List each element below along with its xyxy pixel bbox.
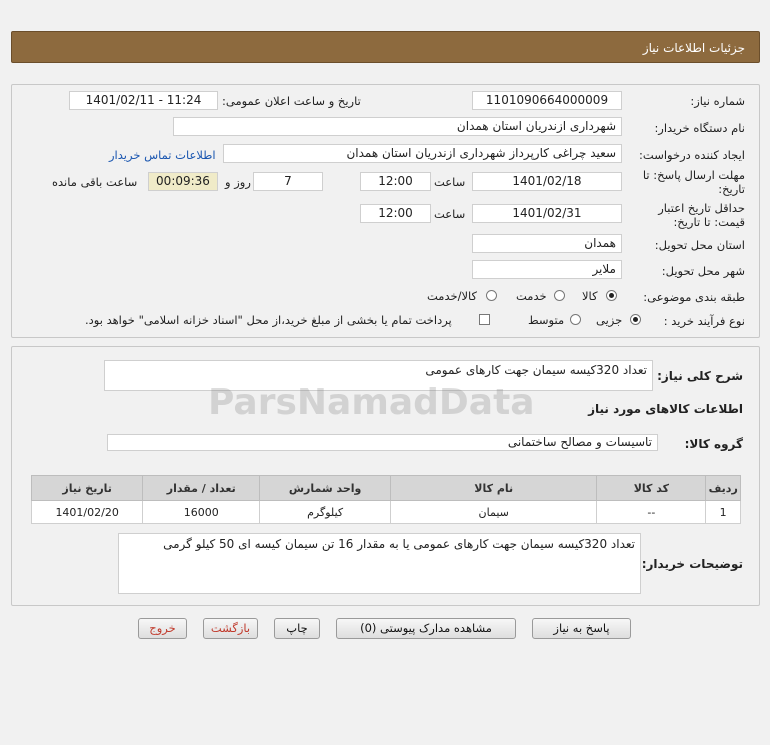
- process-radio-minor[interactable]: [630, 314, 641, 325]
- treasury-payment-checkbox[interactable]: [479, 314, 490, 325]
- goods-table-header: [32, 476, 741, 501]
- col-name: نام کالا: [391, 476, 597, 501]
- buyer-org-field: شهرداری ازندریان استان همدان: [173, 117, 622, 136]
- goods-group-label: گروه کالا:: [684, 437, 743, 451]
- col-code: کد کالا: [597, 476, 706, 501]
- process-type-label: نوع فرآیند خرید :: [663, 314, 745, 328]
- deadline-date-field: 1401/02/18: [472, 172, 622, 191]
- exit-button[interactable]: خروج: [138, 618, 187, 639]
- cell-row: 1: [706, 501, 741, 524]
- category-option-goods-service: کالا/خدمت: [427, 289, 478, 303]
- back-button[interactable]: بازگشت: [203, 618, 258, 639]
- goods-group-field: تاسیسات و مصالح ساختمانی: [107, 434, 658, 451]
- buyer-org-label: نام دستگاه خریدار:: [654, 121, 745, 135]
- remaining-time-field: 00:09:36: [148, 172, 218, 191]
- watermark-text: ParsNamadData: [208, 382, 535, 423]
- deadline-label-line1: مهلت ارسال پاسخ: تا: [642, 168, 745, 182]
- buyer-contact-link[interactable]: اطلاعات تماس خریدار: [109, 148, 216, 162]
- category-radio-service[interactable]: [554, 290, 565, 301]
- validity-label-line1: حداقل تاریخ اعتبار: [658, 201, 745, 215]
- category-radio-goods-service[interactable]: [486, 290, 497, 301]
- deadline-label-line2: تاریخ:: [718, 182, 745, 196]
- category-label: طبقه بندی موضوعی:: [643, 290, 745, 304]
- city-field: ملایر: [472, 260, 622, 279]
- validity-label-line2: قیمت: تا تاریخ:: [673, 215, 745, 229]
- cell-code: --: [597, 501, 706, 524]
- announce-datetime-label: تاریخ و ساعت اعلان عمومی:: [222, 94, 361, 108]
- deadline-days-field: 7: [253, 172, 323, 191]
- goods-table: [31, 475, 741, 524]
- col-row: ردیف: [706, 476, 741, 501]
- requester-field: سعید چراغی کارپرداز شهرداری ازندریان استان همدان: [223, 144, 622, 163]
- summary-field: تعداد 320کیسه سیمان جهت کارهای عمومی: [104, 360, 653, 391]
- print-button[interactable]: چاپ: [274, 618, 320, 639]
- reply-button[interactable]: پاسخ به نیاز: [532, 618, 631, 639]
- goods-info-title: اطلاعات کالاهای مورد نیاز: [588, 402, 743, 416]
- cell-quantity: 16000: [143, 501, 260, 524]
- col-unit: واحد شمارش: [260, 476, 391, 501]
- cell-unit: کیلوگرم: [260, 501, 391, 524]
- summary-label: شرح کلی نیاز:: [657, 369, 743, 383]
- deadline-time-label: ساعت: [434, 175, 466, 189]
- need-number-field: 1101090664000009: [472, 91, 622, 110]
- province-field: همدان: [472, 234, 622, 253]
- cell-name: سیمان: [391, 501, 597, 524]
- announce-datetime-field: 1401/02/11 - 11:24: [69, 91, 218, 110]
- buyer-notes-field: تعداد 320کیسه سیمان جهت کارهای عمومی یا به مقدار 16 تن سیمان کیسه ای 50 کیلو گرمی: [118, 533, 641, 594]
- page-header: [11, 31, 760, 63]
- buyer-notes-label: توضیحات خریدار:: [641, 557, 743, 571]
- page-title: جزئیات اطلاعات نیاز: [642, 41, 745, 55]
- remaining-time-label: ساعت باقی مانده: [52, 175, 138, 189]
- category-radio-goods[interactable]: [606, 290, 617, 301]
- need-number-label: شماره نیاز:: [690, 94, 745, 108]
- category-option-goods: کالا: [582, 289, 598, 303]
- process-option-medium: متوسط: [528, 313, 565, 327]
- province-label: استان محل تحویل:: [654, 238, 745, 252]
- cell-need-date: 1401/02/20: [32, 501, 143, 524]
- deadline-days-label: روز و: [225, 175, 251, 189]
- deadline-time-field: 12:00: [360, 172, 431, 191]
- category-option-service: خدمت: [516, 289, 547, 303]
- process-option-minor: جزیی: [596, 313, 623, 327]
- validity-time-label: ساعت: [434, 207, 466, 221]
- table-row: [32, 501, 741, 524]
- city-label: شهر محل تحویل:: [661, 264, 745, 278]
- requester-label: ایجاد کننده درخواست:: [639, 148, 745, 162]
- validity-time-field: 12:00: [360, 204, 431, 223]
- attachments-button[interactable]: مشاهده مدارک پیوستی (0): [336, 618, 516, 639]
- col-need-date: تاریخ نیاز: [32, 476, 143, 501]
- treasury-payment-note: پرداخت تمام یا بخشی از مبلغ خرید،از محل "اسناد خزانه اسلامی" خواهد بود.: [85, 313, 452, 327]
- validity-date-field: 1401/02/31: [472, 204, 622, 223]
- process-radio-medium[interactable]: [570, 314, 581, 325]
- col-quantity: تعداد / مقدار: [143, 476, 260, 501]
